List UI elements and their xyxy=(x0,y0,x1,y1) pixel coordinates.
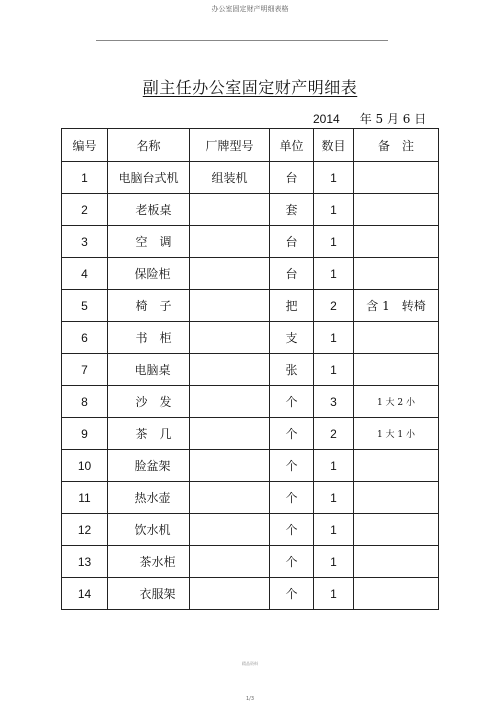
cell-name-text: 保险柜 xyxy=(134,267,171,281)
cell-number: 9 xyxy=(62,418,108,450)
cell-quantity: 2 xyxy=(314,418,354,450)
cell-quantity: 1 xyxy=(314,322,354,354)
cell-name-text: 衣服架 xyxy=(139,587,176,601)
cell-notes xyxy=(354,322,439,354)
cell-quantity: 1 xyxy=(314,578,354,610)
cell-model xyxy=(190,546,270,578)
cell-quantity: 2 xyxy=(314,290,354,322)
cell-name-text: 沙 发 xyxy=(135,395,172,409)
cell-notes xyxy=(354,226,439,258)
page-header: 办公室固定财产明细表格 xyxy=(211,5,289,13)
cell-name xyxy=(108,162,190,194)
cell-number: 11 xyxy=(62,482,108,514)
cell-notes xyxy=(354,450,439,482)
cell-unit: 个 xyxy=(270,418,314,450)
table-row xyxy=(62,386,439,418)
page-number: 1/3 xyxy=(245,696,255,702)
cell-name xyxy=(108,546,190,578)
cell-name xyxy=(108,482,190,514)
cell-number: 5 xyxy=(62,290,108,322)
table-row xyxy=(62,322,439,354)
cell-number: 7 xyxy=(62,354,108,386)
cell-unit: 把 xyxy=(270,290,314,322)
date-month-day: 年 5 月 6 日 xyxy=(359,112,427,126)
cell-notes: 1 大 1 小 xyxy=(354,418,439,450)
cell-unit: 个 xyxy=(270,546,314,578)
cell-notes xyxy=(354,546,439,578)
cell-notes xyxy=(354,258,439,290)
cell-model: 组装机 xyxy=(190,162,270,194)
cell-unit: 个 xyxy=(270,482,314,514)
cell-name xyxy=(108,258,190,290)
cell-number: 3 xyxy=(62,226,108,258)
cell-quantity: 1 xyxy=(314,450,354,482)
cell-number: 4 xyxy=(62,258,108,290)
cell-quantity: 1 xyxy=(314,194,354,226)
cell-model xyxy=(190,290,270,322)
table-row xyxy=(62,258,439,290)
cell-model xyxy=(190,578,270,610)
cell-model xyxy=(190,258,270,290)
cell-number: 1 xyxy=(62,162,108,194)
table-row xyxy=(62,450,439,482)
cell-number: 12 xyxy=(62,514,108,546)
cell-model xyxy=(190,418,270,450)
cell-name xyxy=(108,322,190,354)
cell-number: 13 xyxy=(62,546,108,578)
cell-name-text: 热水壶 xyxy=(134,491,171,505)
table-row xyxy=(62,514,439,546)
cell-name xyxy=(108,354,190,386)
cell-name-text: 书 柜 xyxy=(135,331,172,345)
cell-number: 6 xyxy=(62,322,108,354)
header-notes: 备 注 xyxy=(354,129,439,162)
header-model: 厂牌型号 xyxy=(190,129,270,162)
document-title-text: 副主任办公室固定财产明细表 xyxy=(142,78,358,97)
cell-unit: 个 xyxy=(270,386,314,418)
cell-notes xyxy=(354,162,439,194)
cell-notes xyxy=(354,482,439,514)
cell-quantity: 1 xyxy=(314,514,354,546)
table-header-row xyxy=(62,129,439,162)
cell-notes: 含 1 转椅 xyxy=(354,290,439,322)
cell-quantity: 1 xyxy=(314,226,354,258)
cell-name xyxy=(108,290,190,322)
cell-name-text: 老板桌 xyxy=(135,203,172,217)
table-row xyxy=(62,482,439,514)
cell-model xyxy=(190,482,270,514)
cell-unit: 个 xyxy=(270,578,314,610)
cell-unit: 台 xyxy=(270,162,314,194)
cell-model xyxy=(190,354,270,386)
cell-quantity: 1 xyxy=(314,258,354,290)
date-year: 2014 xyxy=(313,112,340,126)
table-row xyxy=(62,578,439,610)
cell-name-text: 脸盆架 xyxy=(134,459,171,473)
cell-name-text: 空 调 xyxy=(135,235,172,249)
header-name: 名称 xyxy=(108,129,190,162)
cell-notes xyxy=(354,194,439,226)
header-number: 编号 xyxy=(62,129,108,162)
cell-unit: 台 xyxy=(270,226,314,258)
footer-text: 精品资料 xyxy=(242,661,258,666)
cell-unit: 支 xyxy=(270,322,314,354)
cell-unit: 个 xyxy=(270,514,314,546)
cell-name-text: 电脑台式机 xyxy=(118,171,179,185)
cell-name xyxy=(108,386,190,418)
cell-unit: 个 xyxy=(270,450,314,482)
cell-name-text: 茶水柜 xyxy=(139,555,176,569)
cell-name-text: 电脑桌 xyxy=(134,363,171,377)
cell-name xyxy=(108,226,190,258)
table-row xyxy=(62,194,439,226)
date-line xyxy=(313,110,426,127)
table-row xyxy=(62,546,439,578)
table-row xyxy=(62,290,439,322)
cell-quantity: 3 xyxy=(314,386,354,418)
cell-model xyxy=(190,386,270,418)
document-title xyxy=(0,75,500,98)
cell-model xyxy=(190,322,270,354)
cell-name xyxy=(108,578,190,610)
cell-name xyxy=(108,450,190,482)
header-unit: 单位 xyxy=(270,129,314,162)
asset-table xyxy=(61,128,439,610)
cell-model xyxy=(190,450,270,482)
table-row xyxy=(62,354,439,386)
cell-notes xyxy=(354,514,439,546)
cell-model xyxy=(190,226,270,258)
cell-notes xyxy=(354,354,439,386)
cell-name-text: 饮水机 xyxy=(134,523,171,537)
cell-number: 2 xyxy=(62,194,108,226)
header-quantity: 数目 xyxy=(314,129,354,162)
cell-notes: 1 大 2 小 xyxy=(354,386,439,418)
cell-name-text: 茶 几 xyxy=(135,427,172,441)
cell-name xyxy=(108,418,190,450)
cell-number: 14 xyxy=(62,578,108,610)
cell-quantity: 1 xyxy=(314,546,354,578)
cell-name-text: 椅 子 xyxy=(135,299,172,313)
cell-name xyxy=(108,194,190,226)
cell-quantity: 1 xyxy=(314,162,354,194)
cell-unit: 张 xyxy=(270,354,314,386)
table-row xyxy=(62,418,439,450)
cell-name xyxy=(108,514,190,546)
cell-model xyxy=(190,514,270,546)
cell-quantity: 1 xyxy=(314,482,354,514)
cell-unit: 套 xyxy=(270,194,314,226)
cell-notes xyxy=(354,578,439,610)
table-row xyxy=(62,226,439,258)
cell-quantity: 1 xyxy=(314,354,354,386)
cell-unit: 台 xyxy=(270,258,314,290)
cell-number: 8 xyxy=(62,386,108,418)
cell-model xyxy=(190,194,270,226)
cell-number: 10 xyxy=(62,450,108,482)
header-rule xyxy=(96,40,388,41)
table-row xyxy=(62,162,439,194)
